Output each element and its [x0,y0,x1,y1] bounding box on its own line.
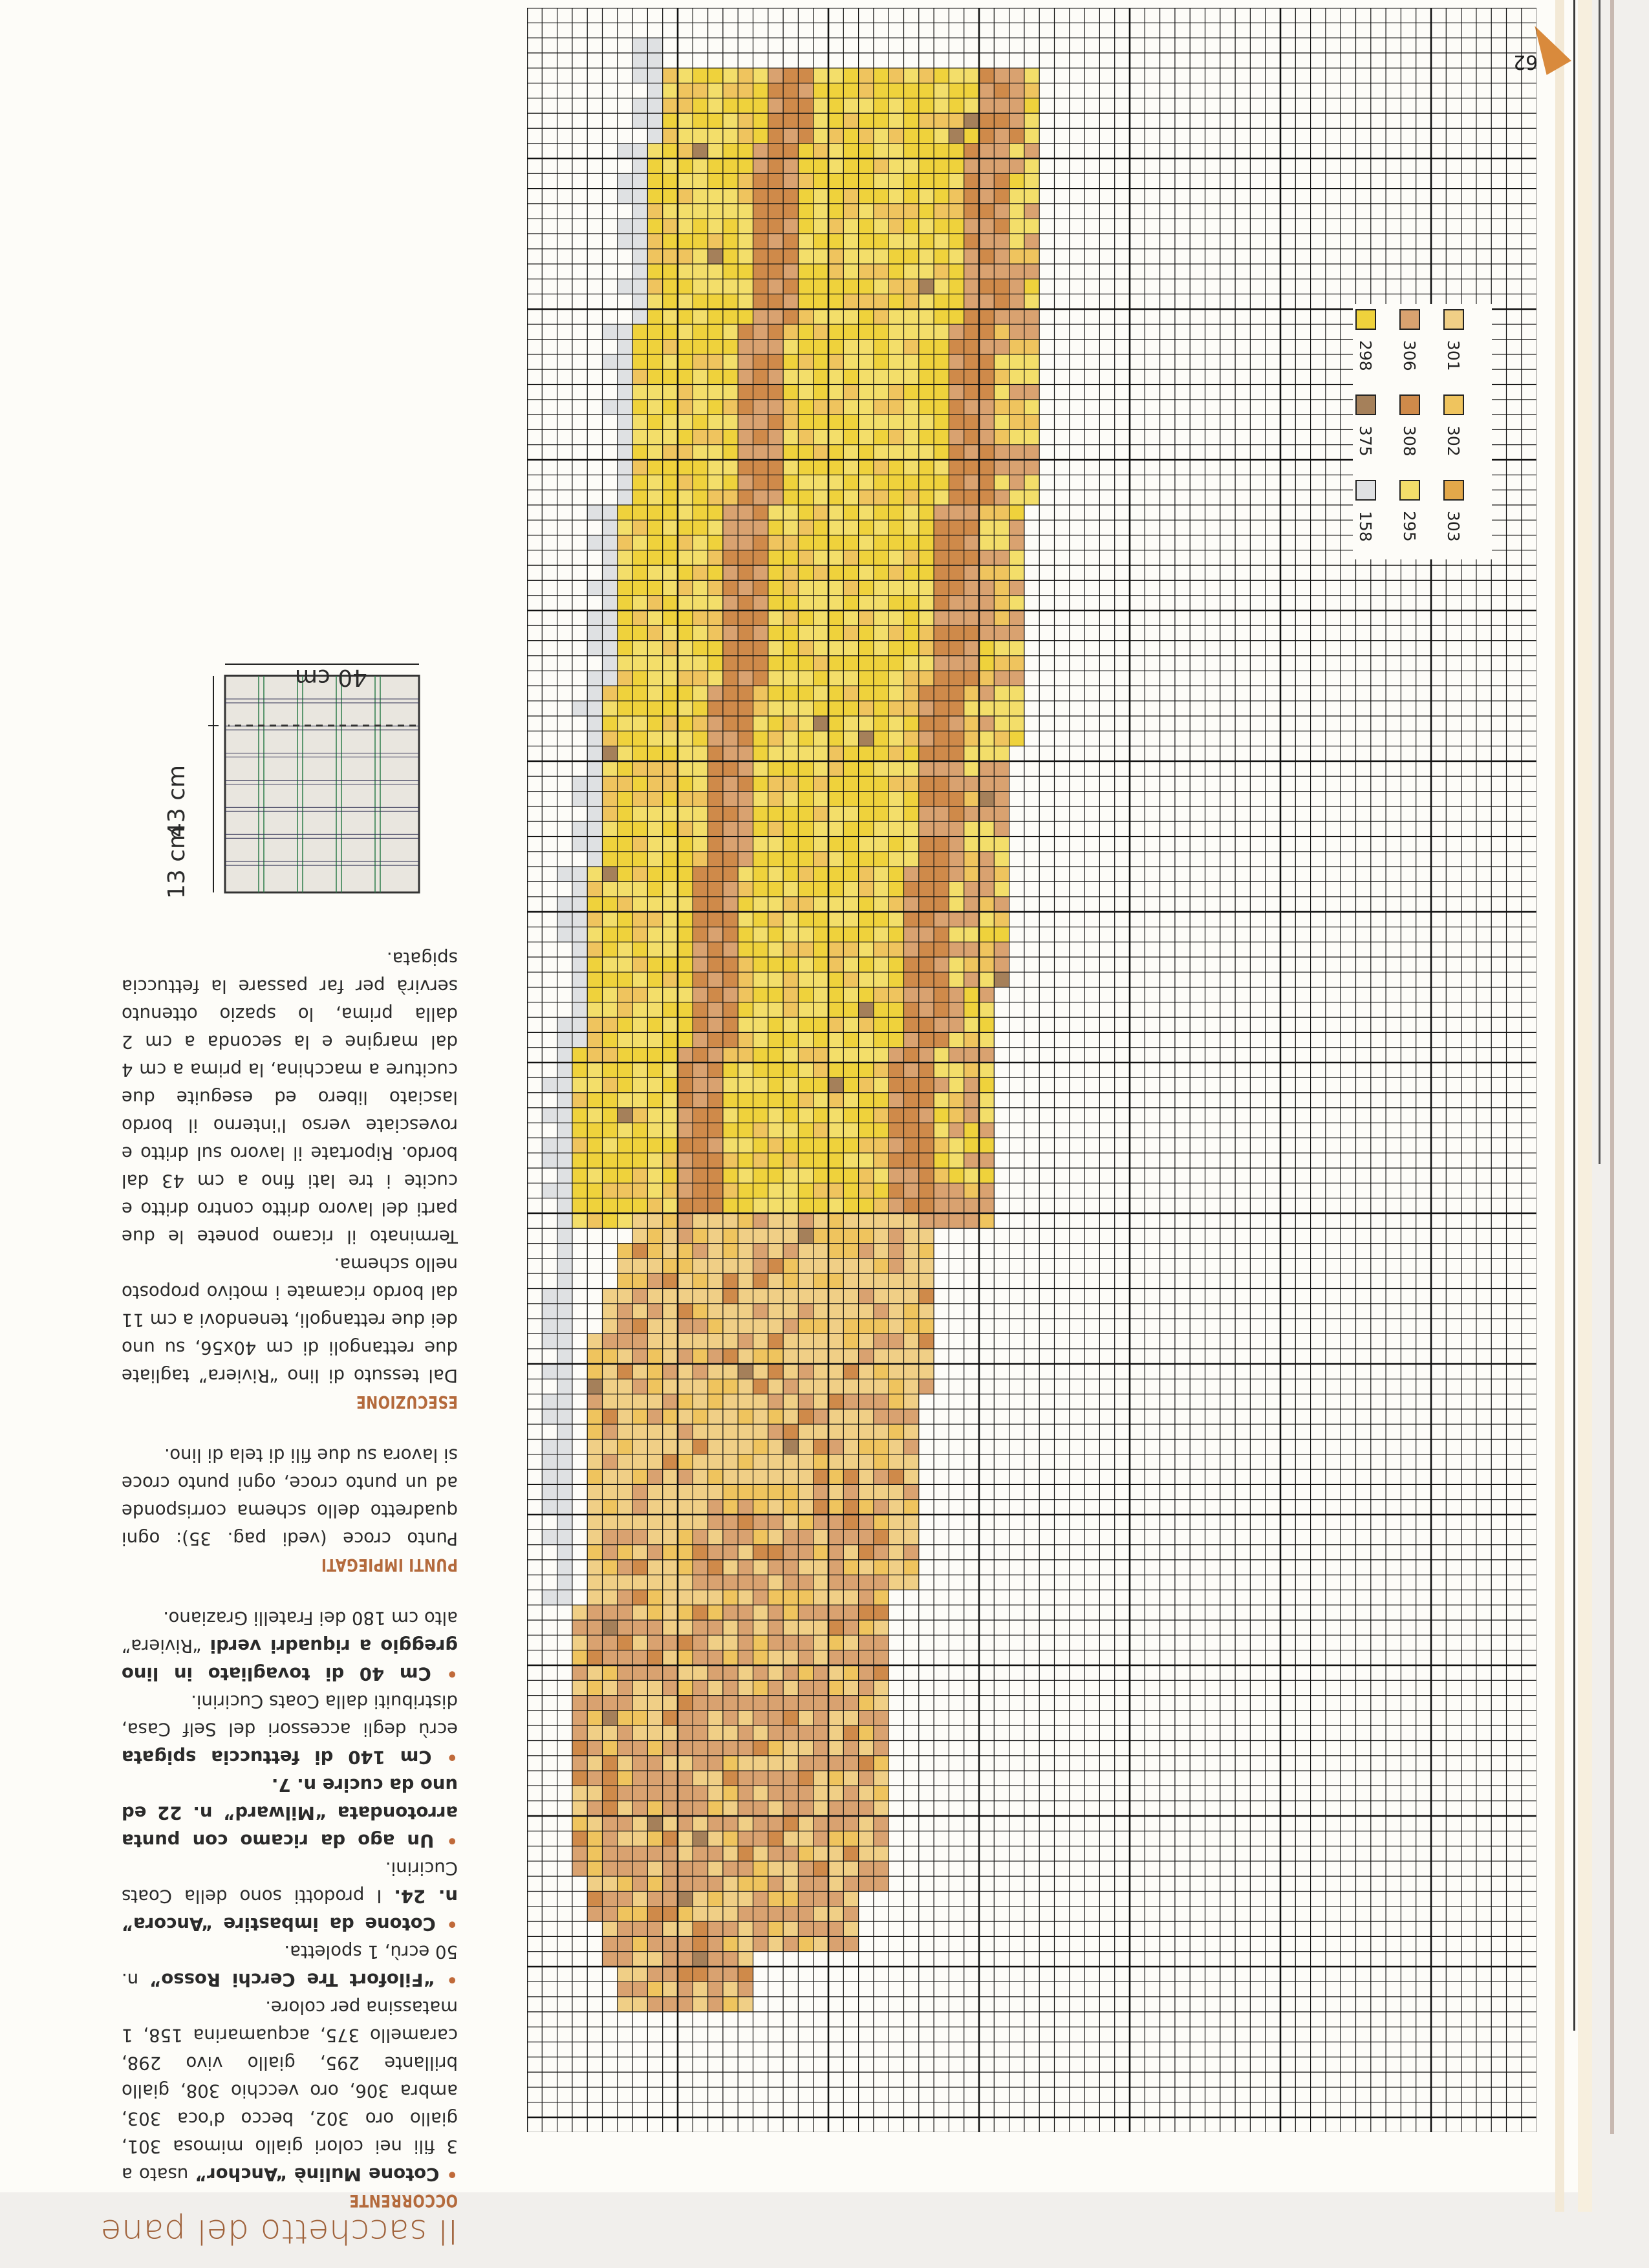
swatch-308 [1399,394,1420,415]
page-edge [1578,0,1592,2212]
fabric-check-diagram [109,660,458,905]
stitches-text: Punto croce (vedi pag. 35): ogni quadretto dello schema corrisponde ad un punto croce, ogni punto croce si lavora su due fili di tela di lino. [122,1445,458,1549]
material-item: • Cotone Mulinè “Anchor” usato a 3 fili nei colori giallo mimosa 301, giallo oro 302, becco d'oca 303, ambra 306, oro vecchio 308, giallo brillante 295, giallo vivo 298, caramello 375, acquamarina 158, 1 matassina per colore. [121,1997,458,2185]
swatch-295 [1399,480,1420,501]
page-number: 62 [1513,50,1538,73]
legend-item: 302 [1443,394,1469,466]
text-column [0,0,517,2263]
article-text-block [100,0,458,2251]
swatch-303 [1443,480,1464,501]
legend-item: 158 [1355,480,1381,551]
article-title: Il sacchetto del pane [100,2212,458,2251]
section-heading-punti-impiegati: PUNTI IMPIEGATI [321,1555,458,1575]
swatch-301 [1443,309,1464,330]
page-edge-line [1573,0,1575,2031]
legend-item: 301 [1443,309,1469,380]
width-dimension-label: 40 cm [294,664,367,691]
bag-diagram [109,660,458,905]
legend-item: 298 [1355,309,1381,380]
section-heading-occorrente: OCCORRENTE [349,2190,458,2210]
material-item: • Cm 140 di fettuccia spigata ecrù degli accessori del Self Casa, distribuiti dalla Coats Cucirini. [122,1691,458,1767]
page-edge [1610,0,1614,2134]
height-bottom-dimension-label: 13 cm [164,826,190,899]
legend-item: 375 [1355,394,1381,466]
swatch-298 [1355,309,1376,330]
color-legend [1353,304,1492,559]
instructions-paragraph: Dal tessuto di lino “Riviera” tagliate due rettangoli di cm 40x56, su uno dei due rettangoli, tenendovi a cm 11 dal bordo ricamate i motivo proposto nello schema. [122,1254,458,1386]
material-item: • Cm 40 di tovagliato in lino greggio a riquadri verdi “Riviera” alto cm 180 dei Fratelli Graziano. [122,1608,458,1684]
page-edge-line [1599,0,1600,1164]
page-edge [1555,0,1564,2212]
materials-list [122,1604,458,2188]
swatch-302 [1443,394,1464,415]
material-item: • Un ago da ricamo con punta arrotondata “Milward” n. 22 ed uno da cucire n. 7. [122,1775,458,1851]
legend-item: 306 [1399,309,1425,380]
legend-item: 295 [1399,480,1425,551]
swatch-375 [1355,394,1376,415]
legend-item: 303 [1443,480,1469,551]
swatch-158 [1355,480,1376,501]
height-top-dimension-label: 43 cm [164,764,190,837]
legend-item: 308 [1399,394,1425,466]
instructions-paragraph: Terminato il ricamo ponete le due parti del lavoro dritto contro dritto e cucite i tre lati fino a cm 43 dal bordo. Riportate il lavoro sul dritto e rovesciate verso l'interno il bordo lasciato libero ed eseguite due cuciture a macchina, la prima a cm 4 dal margine e la seconda a cm 2 dalla prima, lo spazio ottenuto servirà per far passare la fettuccia spigata. [122,948,458,1247]
material-item: • “Filofort Tre Cerchi Rosso” n. 50 ecrù, 1 spoletta. [122,1941,458,1990]
swatch-306 [1399,309,1420,330]
section-heading-esecuzione: ESECUZIONE [356,1392,458,1412]
material-item: • Cotone da imbastire “Ancora” n. 24. I prodotti sono della Coats Cucirini. [121,1858,458,1934]
